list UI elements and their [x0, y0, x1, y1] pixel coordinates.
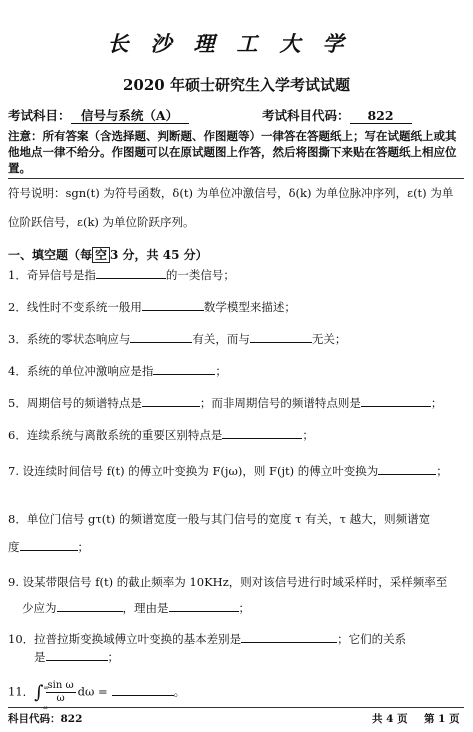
q3-text-c: 无关； — [311, 332, 347, 346]
q10-text-a: 10．拉普拉斯变换域傅立叶变换的基本差别是 — [8, 632, 242, 646]
answer-blank — [20, 538, 78, 551]
subject-line — [8, 106, 189, 124]
q2-text-b: 数学模型来描述； — [203, 300, 296, 314]
section-suffix: 3 分，共 45 分） — [110, 248, 208, 262]
answer-blank — [142, 298, 204, 311]
answer-blank — [169, 599, 239, 612]
notice-text: 注意：所有答案（含选择题、判断题、作图题等）一律答在答题纸上；写在试题纸上或其他地点一律不给分。作图题可以在原试题图上作答，然后将图撕下来贴在答题纸上相应位置。 — [8, 129, 457, 175]
answer-blank — [57, 599, 123, 612]
integral-sign — [34, 682, 49, 712]
answer-blank — [96, 266, 166, 279]
answer-blank — [46, 648, 108, 661]
integral-upper-limit: ∞ — [43, 684, 49, 692]
question-7 — [8, 462, 448, 479]
q2-text-a: 2．线性时不变系统一般用 — [8, 300, 142, 314]
answer-blank — [112, 683, 174, 696]
q7-text-b: ； — [436, 464, 448, 478]
subject-value: 信号与系统（A） — [71, 109, 189, 124]
q9-text-c: ，理由是 — [122, 601, 169, 615]
q3-text-a: 3．系统的零状态响应与 — [8, 332, 131, 346]
answer-blank — [241, 630, 337, 643]
q6-text-a: 6．连续系统与离散系统的重要区别特点是 — [8, 428, 223, 442]
footer-page-number: 第 1 页 — [424, 713, 460, 725]
answer-blank — [250, 330, 312, 343]
answer-blank — [222, 426, 302, 439]
question-3 — [8, 330, 346, 347]
q4-text-b: ； — [215, 364, 227, 378]
q8-text-a: 8．单位门信号 gτ(t) 的频谱宽度一般与其门信号的宽度 τ 有关，τ 越大，则频谱宽 — [8, 512, 431, 526]
q3-text-b: 有关，而与 — [192, 332, 250, 346]
question-5 — [8, 394, 442, 411]
fraction-denominator: ω — [56, 693, 65, 704]
q11-text-b: dω = — [77, 684, 108, 699]
question-4 — [8, 362, 227, 379]
exam-title: 2020 年硕士研究生入学考试试题 — [123, 76, 350, 94]
q6-text-b: ； — [302, 428, 314, 442]
question-10-line1 — [8, 630, 406, 647]
fraction — [46, 680, 76, 705]
answer-blank — [378, 462, 436, 475]
integral-symbol: ∫ — [34, 682, 44, 703]
q10-text-d: ； — [107, 650, 119, 664]
section-prefix: 一、填空题（每 — [8, 248, 93, 262]
q4-text-a: 4．系统的单位冲激响应是指 — [8, 364, 154, 378]
question-10-line2 — [34, 648, 119, 665]
q8-text-c: ； — [77, 540, 89, 554]
q10-text-b: ；它们的关系 — [337, 632, 407, 646]
q9-text-a: 9. 设某带限信号 f(t) 的截止频率为 10KHz，则对该信号进行时域采样时，采样频率至 — [8, 575, 448, 589]
q5-text-b: ；而非周期信号的频谱特点则是 — [199, 396, 361, 410]
q5-text-a: 5．周期信号的频谱特点是 — [8, 396, 142, 410]
integral-lower-limit: -∞ — [40, 704, 49, 712]
section-heading — [8, 246, 208, 263]
symbol-note-line1: 符号说明：sgn(t) 为符号函数，δ(t) 为单位冲激信号，δ(k) 为单位脉冲序列，ε(t) 为单 — [8, 186, 454, 200]
q5-text-c: ； — [430, 396, 443, 410]
question-1 — [8, 266, 235, 283]
code-value: 822 — [350, 109, 412, 124]
answer-blank — [142, 394, 200, 407]
answer-blank — [361, 394, 431, 407]
code-label: 考试科目代码： — [262, 108, 350, 123]
answer-blank — [153, 362, 215, 375]
q10-text-c: 是 — [34, 650, 46, 664]
footer-divider — [8, 707, 464, 708]
question-6 — [8, 426, 314, 443]
subject-label: 考试科目： — [8, 108, 71, 123]
q7-text-a: 7. 设连续时间信号 f(t) 的傅立叶变换为 F(jω)，则 F(jt) 的傅立叶变换为 — [8, 464, 379, 478]
question-8-line1 — [8, 511, 430, 527]
symbol-note-line2: 位阶跃信号，ε(k) 为单位阶跃序列。 — [8, 215, 195, 229]
q9-text-b: 少应为 — [22, 601, 57, 615]
question-8-line2 — [8, 538, 89, 555]
footer-code: 科目代码：822 — [8, 713, 83, 725]
q1-text-b: 的一类信号； — [165, 268, 235, 282]
q1-text-a: 1．奇异信号是指 — [8, 268, 96, 282]
answer-blank — [130, 330, 192, 343]
q8-text-b: 度 — [8, 540, 20, 554]
divider — [8, 178, 464, 179]
fraction-numerator: sin ω — [47, 680, 74, 691]
question-11 — [8, 680, 186, 712]
code-line — [262, 106, 412, 124]
question-9-line2 — [22, 599, 250, 616]
section-boxed: 空 — [92, 247, 110, 263]
university-name: 长沙理工大学 — [107, 31, 366, 56]
question-9-line1 — [8, 574, 447, 590]
footer-total-pages: 共 4 页 — [372, 713, 408, 725]
q9-text-d: ； — [238, 601, 250, 615]
q11-text-c: 。 — [173, 684, 186, 699]
q11-text-a: 11． — [8, 684, 35, 699]
question-2 — [8, 298, 296, 315]
